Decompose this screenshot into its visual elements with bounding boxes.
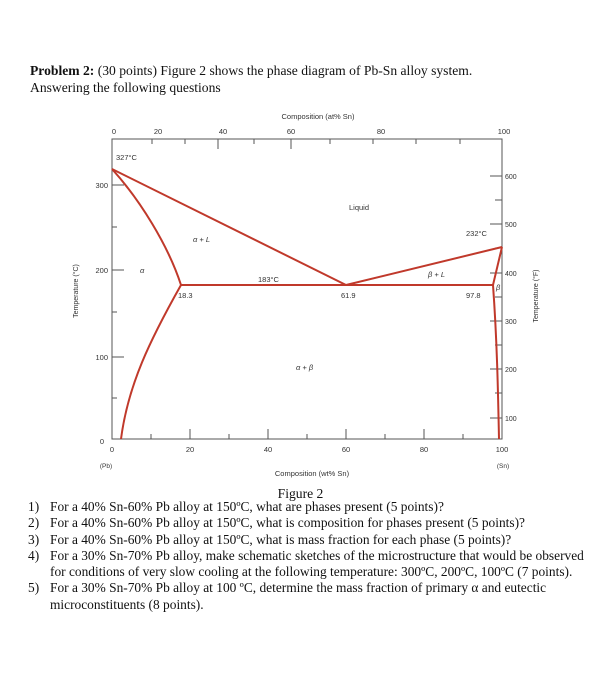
bottom-tick-20: 20 bbox=[185, 445, 195, 454]
question-number: 2) bbox=[28, 515, 40, 531]
phase-boundaries bbox=[112, 169, 502, 439]
alpha-label: α bbox=[140, 266, 145, 275]
top-tick-60: 60 bbox=[286, 127, 296, 136]
alpha-plus-beta-label: α + β bbox=[296, 363, 314, 372]
solvus-alpha bbox=[121, 285, 181, 439]
right-axis-ticks bbox=[490, 176, 502, 418]
solvus-beta bbox=[493, 285, 499, 439]
solidus-right bbox=[493, 247, 502, 285]
bottom-tick-80: 80 bbox=[419, 445, 429, 454]
left-tick-300: 300 bbox=[95, 181, 108, 190]
question-list bbox=[28, 499, 588, 613]
question-item bbox=[28, 515, 588, 531]
problem-label: Problem 2: bbox=[30, 63, 95, 78]
left-axis-ticks bbox=[112, 185, 124, 398]
liquid-label: Liquid bbox=[349, 203, 370, 212]
alpha-plus-l-label: α + L bbox=[193, 235, 210, 244]
top-tick-40: 40 bbox=[218, 127, 228, 136]
problem-text-line2: Answering the following questions bbox=[30, 80, 221, 95]
question-number: 3) bbox=[28, 531, 40, 547]
bottom-tick-labels bbox=[110, 445, 508, 454]
left-tick-0: 0 bbox=[99, 437, 104, 446]
c-beta-label: 97.8 bbox=[466, 291, 481, 300]
question-text: For a 40% Sn-60% Pb alloy at 150ºC, what are phases present (5 points)? bbox=[50, 499, 444, 514]
question-item bbox=[28, 580, 588, 613]
bottom-axis-title: Composition (wt% Sn) bbox=[274, 469, 350, 478]
top-tick-80: 80 bbox=[376, 127, 386, 136]
bottom-tick-0: 0 bbox=[109, 445, 115, 454]
beta-plus-l-label: β + L bbox=[428, 270, 446, 279]
top-axis-title: Composition (at% Sn) bbox=[281, 112, 355, 121]
right-tick-600: 600 bbox=[505, 174, 517, 181]
question-item bbox=[28, 532, 588, 548]
question-text: For a 40% Sn-60% Pb alloy at 150ºC, what is composition for phases present (5 points)? bbox=[50, 515, 525, 531]
question-text: For a 40% Sn-60% Pb alloy at 150ºC, what is mass fraction for each phase (5 points)? bbox=[50, 531, 512, 547]
left-axis-title: Temperature (°C) bbox=[73, 264, 80, 318]
left-tick-labels bbox=[95, 181, 108, 446]
right-tick-300: 300 bbox=[505, 319, 517, 326]
question-text: For a 30% Sn-70% Pb alloy, make schematic sketches of the microstructure that would be observed for conditions of very slow cooling at the following temperature: 300ºC, 200ºC, 100ºC (7 points). bbox=[50, 547, 584, 580]
figure-caption: Figure 2 bbox=[277, 486, 324, 501]
left-tick-100: 100 bbox=[95, 353, 108, 362]
right-tick-100: 100 bbox=[505, 416, 517, 423]
bottom-axis-ticks bbox=[112, 429, 502, 439]
c-alpha-label: 18.3 bbox=[178, 291, 193, 300]
right-tick-labels bbox=[505, 174, 517, 423]
phase-labels bbox=[116, 153, 501, 372]
pb-melt-label: 327°C bbox=[116, 153, 137, 162]
sn-melt-label: 232°C bbox=[466, 229, 487, 238]
question-item bbox=[28, 548, 588, 581]
problem-text: (30 points) Figure 2 shows the phase diagram of Pb-Sn alloy system. bbox=[94, 63, 473, 78]
top-tick-labels bbox=[112, 127, 510, 136]
bottom-left-label: (Pb) bbox=[99, 463, 113, 470]
left-tick-200: 200 bbox=[95, 266, 108, 275]
top-tick-100: 100 bbox=[497, 127, 511, 136]
right-tick-200: 200 bbox=[505, 367, 517, 374]
right-tick-500: 500 bbox=[505, 222, 517, 229]
beta-label: β bbox=[496, 283, 501, 292]
right-axis-title: Temperature (°F) bbox=[533, 269, 540, 323]
liquidus-right bbox=[346, 247, 502, 285]
bottom-right-label: (Sn) bbox=[496, 463, 510, 470]
question-number: 4) bbox=[28, 547, 40, 563]
bottom-tick-60: 60 bbox=[341, 445, 351, 454]
question-item bbox=[28, 499, 588, 515]
bottom-tick-40: 40 bbox=[263, 445, 273, 454]
c-eutectic-label: 61.9 bbox=[341, 291, 356, 300]
liquidus-left bbox=[112, 169, 346, 285]
top-axis-ticks bbox=[112, 139, 502, 149]
right-tick-400: 400 bbox=[505, 271, 517, 278]
question-number: 5) bbox=[28, 580, 40, 596]
eutectic-temp-label: 183°C bbox=[258, 275, 279, 284]
plot-frame bbox=[112, 139, 502, 439]
bottom-tick-100: 100 bbox=[495, 445, 509, 454]
question-number: 1) bbox=[28, 499, 40, 514]
top-tick-0: 0 bbox=[111, 127, 117, 136]
top-tick-20: 20 bbox=[153, 127, 163, 136]
question-text: For a 30% Sn-70% Pb alloy at 100 ºC, determine the mass fraction of primary α and eutectic microconstituents (8 points). bbox=[50, 580, 547, 612]
